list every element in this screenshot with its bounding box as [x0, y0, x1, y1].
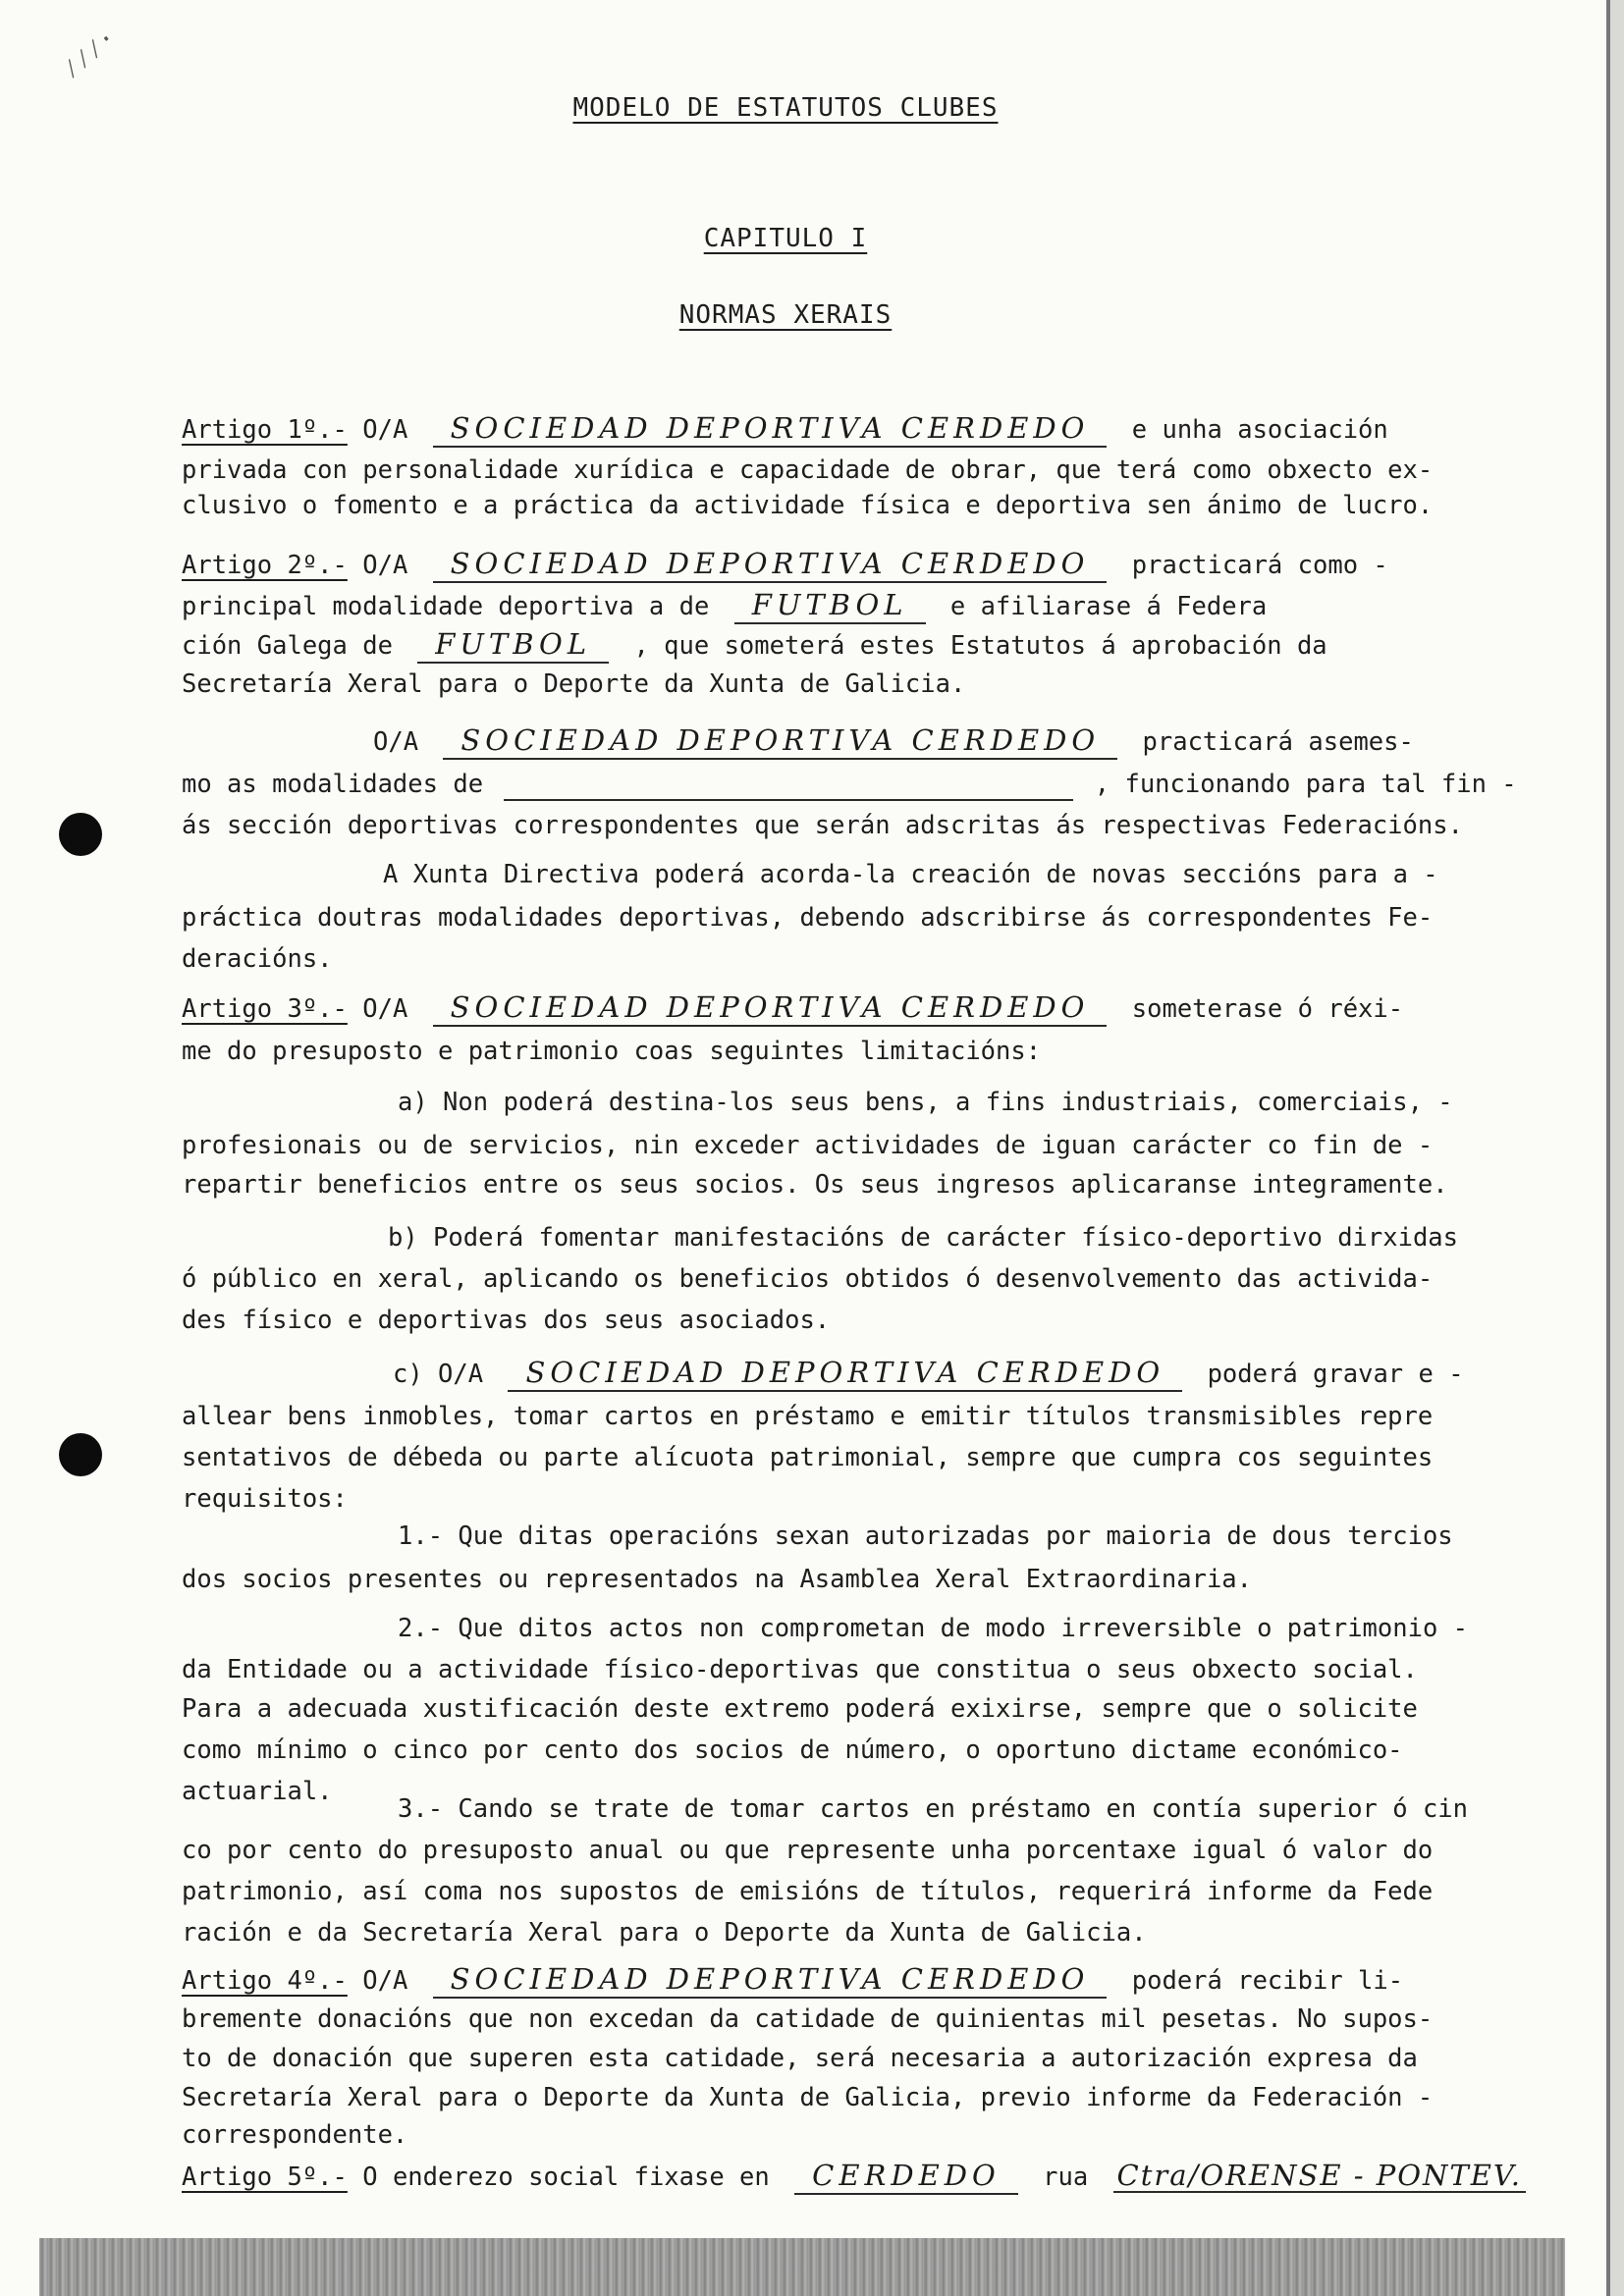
art5-line1 [182, 2160, 1551, 2195]
art2-l2-tail: e afiliarase á Federa [949, 592, 1268, 621]
art3-r2-line2: da Entidade ou a actividade físico-deportivas que constitua o seus obxecto social. [182, 1655, 1418, 1684]
art2-p2-tail: practicará asemes- [1142, 727, 1414, 757]
art3-line1 [182, 991, 1551, 1027]
art3-b-line2: ó público en xeral, aplicando os beneficios obtidos ó desenvolvemento das activida- [182, 1264, 1434, 1294]
art5-rua: rua [1043, 2163, 1089, 2192]
art5-city: CERDEDO [794, 2160, 1018, 2195]
art4-line1 [182, 1963, 1551, 1999]
art1-prefix: O/A [362, 415, 408, 445]
art3-c-prefix: c) O/A [393, 1360, 484, 1389]
art2-p3-line2: práctica doutras modalidades deportivas, debendo adscribirse ás correspondentes Fe- [182, 903, 1434, 933]
art4-club-name: SOCIEDAD DEPORTIVA CERDEDO [433, 1963, 1108, 1999]
art3-c-club-name: SOCIEDAD DEPORTIVA CERDEDO [508, 1357, 1182, 1392]
art3-b-line1: b) Poderá fomentar manifestacións de carácter físico-deportivo dirxidas [388, 1223, 1459, 1253]
art3-c-line4: requisitos: [182, 1484, 348, 1514]
art3-r3-line3: patrimonio, así coma nos supostos de emisións de títulos, requerirá informe da Fede [182, 1877, 1434, 1906]
art3-tail: someterase ó réxi- [1131, 994, 1404, 1024]
scan-edge [1610, 0, 1624, 2296]
art5-label: Artigo 5º.- [182, 2163, 348, 2192]
chapter-heading: CAPITULO I [703, 224, 868, 253]
art2-p2-line2 [182, 768, 1551, 801]
art2-federation-sport: FUTBOL [417, 628, 609, 664]
art2-label: Artigo 2º.- [182, 551, 348, 580]
scan-bottom-artifact [39, 2238, 1565, 2296]
art3-prefix: O/A [362, 994, 408, 1024]
art1-line2: privada con personalidade xurídica e capacidade de obrar, que terá como obxecto ex- [182, 455, 1434, 485]
art2-l2-head: principal modalidade deportiva a de [182, 592, 710, 621]
art4-line4: Secretaría Xeral para o Deporte da Xunta de Galicia, previo informe da Federación - [182, 2083, 1434, 2112]
art2-p2-l2-tail: , funcionando para tal fin - [1094, 770, 1517, 799]
art3-r3-line1: 3.- Cando se trate de tomar cartos en préstamo en contía superior ó cin [398, 1794, 1469, 1824]
art3-c-line2: allear bens inmobles, tomar cartos en préstamo e emitir títulos transmisibles repre [182, 1402, 1434, 1431]
art1-club-name: SOCIEDAD DEPORTIVA CERDEDO [433, 412, 1108, 448]
art1-tail: e unha asociación [1131, 415, 1388, 445]
scan-edge-line [1606, 0, 1610, 2296]
art2-line3 [182, 628, 1551, 664]
art3-r3-line4: ración e da Secretaría Xeral para o Deporte da Xunta de Galicia. [182, 1918, 1147, 1948]
art2-p2-prefix: O/A [373, 727, 419, 757]
art3-line2: me do presuposto e patrimonio coas seguintes limitacións: [182, 1037, 1042, 1066]
art3-c-line3: sentativos de débeda ou parte alícuota patrimonial, sempre que cumpra cos seguintes [182, 1443, 1434, 1472]
art2-p2-line3: ás sección deportivas correspondentes que serán adscritas ás respectivas Federacións. [182, 811, 1463, 840]
art4-label: Artigo 4º.- [182, 1966, 348, 1996]
art2-line4: Secretaría Xeral para o Deporte da Xunta de Galicia. [182, 669, 966, 699]
art2-line1 [182, 548, 1551, 583]
art3-r2-line3: Para a adecuada xustificación deste extremo poderá exixirse, sempre que o solicite [182, 1694, 1418, 1724]
art4-line3: to de donación que superen esta catidade, será necesaria a autorización expresa da [182, 2044, 1418, 2073]
art4-tail: poderá recibir li- [1131, 1966, 1404, 1996]
art2-sport: FUTBOL [734, 589, 926, 624]
art3-club-name: SOCIEDAD DEPORTIVA CERDEDO [433, 991, 1108, 1027]
art3-c-tail: poderá gravar e - [1207, 1360, 1464, 1389]
art1-line3: clusivo o fomento e a práctica da actividade física e deportiva sen ánimo de lucro. [182, 491, 1434, 520]
art2-line2 [182, 589, 1551, 624]
art1-line1 [182, 412, 1551, 448]
art2-p3-line3: deracións. [182, 944, 333, 974]
art3-r1-line2: dos socios presentes ou representados na Asamblea Xeral Extraordinaria. [182, 1565, 1253, 1594]
art2-l3-head: ción Galega de [182, 631, 393, 661]
art3-r3-line2: co por cento do presuposto anual ou que represente unha porcentaxe igual ó valor do [182, 1836, 1434, 1865]
art2-p2-line1 [182, 724, 1624, 760]
art4-line2: bremente donacións que non excedan da catidade de quinientas mil pesetas. No supos- [182, 2004, 1434, 2034]
art3-c-line1 [182, 1357, 1624, 1392]
art3-a-line2: profesionais ou de servicios, nin exceder actividades de iguan carácter co fin de - [182, 1131, 1434, 1160]
art3-a-line3: repartir beneficios entre os seus socios. Os seus ingresos aplicaranse integramente. [182, 1170, 1448, 1200]
punch-hole-top [59, 813, 102, 856]
art2-prefix: O/A [362, 551, 408, 580]
art3-r2-line1: 2.- Que ditos actos non comprometan de modo irreversible o patrimonio - [398, 1614, 1469, 1643]
art2-p2-club-name: SOCIEDAD DEPORTIVA CERDEDO [443, 724, 1117, 760]
art3-a-line1: a) Non poderá destina-los seus bens, a fins industriais, comerciais, - [398, 1088, 1453, 1117]
art2-club-name: SOCIEDAD DEPORTIVA CERDEDO [433, 548, 1108, 583]
document-title: MODELO DE ESTATUTOS CLUBES [572, 93, 999, 123]
art3-r2-line5: actuarial. [182, 1777, 333, 1806]
scan-scribble: ⁄⁄⁄· [56, 23, 123, 85]
art3-r1-line1: 1.- Que ditas operacións sexan autorizadas por maioria de dous tercios [398, 1522, 1453, 1551]
art3-r2-line4: como mínimo o cinco por cento dos socios de número, o oportuno dictame económico- [182, 1735, 1403, 1765]
section-heading: NORMAS XERAIS [678, 300, 893, 330]
art2-p3-line1: A Xunta Directiva poderá acorda-la creación de novas seccións para a - [383, 860, 1438, 889]
art2-modalities-blank [504, 774, 1073, 801]
punch-hole-bottom [59, 1433, 102, 1476]
art4-line5: correspondente. [182, 2120, 408, 2150]
art3-label: Artigo 3º.- [182, 994, 348, 1024]
art2-p2-l2-head: mo as modalidades de [182, 770, 484, 799]
art1-label: Artigo 1º.- [182, 415, 348, 445]
art5-head: O enderezo social fixase en [362, 2163, 770, 2192]
art3-b-line3: des físico e deportivas dos seus asociados. [182, 1306, 831, 1335]
art5-street: Ctra/ORENSE - PONTEV. [1113, 2160, 1526, 2193]
art2-l3-tail: , que someterá estes Estatutos á aprobación da [633, 631, 1327, 661]
art2-tail: practicará como - [1131, 551, 1388, 580]
art4-prefix: O/A [362, 1966, 408, 1996]
